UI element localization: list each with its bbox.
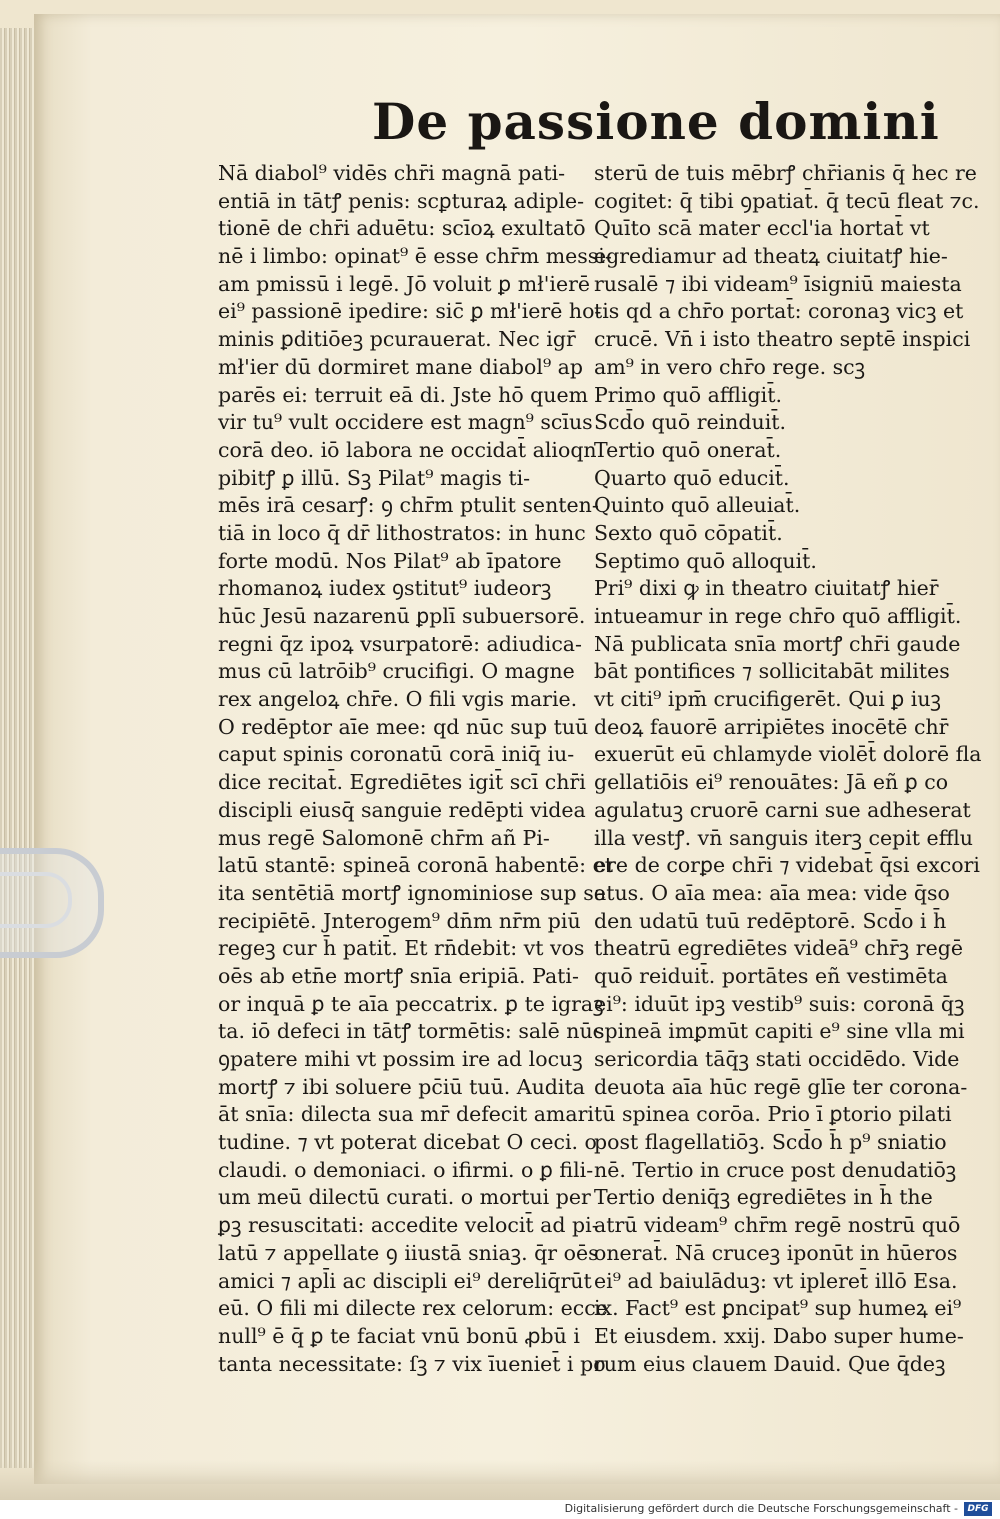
running-head: De passione domini (372, 92, 940, 151)
text-line: or inquā ꝑ te aīa peccatrix. ꝑ te igraꝫ (218, 991, 604, 1016)
text-line: deoꝝ fauorē arripiētes inocētē chr̄ (594, 714, 949, 739)
text-line: Nā diabol⁹ vidēs chr̄i magnā pati- (218, 161, 566, 185)
dfg-logo: DFG (964, 1502, 992, 1516)
text-line: vt citi⁹ ipm̄ crucifigerēt. Qui ꝑ iuꝫ (594, 687, 942, 712)
text-line: rum eius clauem Dauid. Que q̄deꝫ (594, 1351, 946, 1376)
text-line: nē i limbo: opinat⁹ ē esse chr̄m messi- (218, 244, 612, 269)
text-line: exuerūt eū chlamyde violēt̄ dolorē fla (594, 742, 982, 767)
text-line: gellatiōis ei⁹ renouātes: Jā eñ ꝑ co (594, 770, 949, 795)
text-line: tū spinea corōa. Prio ī ꝑtorio pilati (594, 1102, 952, 1127)
text-line: atrū videam⁹ chr̄m regē nostrū quō (594, 1213, 961, 1238)
text-line: ere de corꝑe chr̄i ⁊ videbat̄ q̄si excori (594, 853, 980, 878)
text-line: rusalē ⁊ ibi videam⁹ īsigniū maiesta (594, 271, 962, 296)
text-line: ꝯpatere mihi vt possim ire ad locuꝫ (218, 1047, 583, 1071)
text-line: den udatū tuū redēptorē. Scd̄o i h̄ (594, 908, 947, 933)
text-line: ꝑꝫ resuscitati: accedite velocit̄ ad pi- (218, 1213, 599, 1238)
text-line: Scd̄o quō reinduit̄. (594, 410, 787, 435)
text-line: tanta necessitate: ſꝫ ⁊ vix īueniet̄ i po (218, 1351, 606, 1376)
text-line: recipiētē. Jnterogem⁹ dn̄m nr̄m piū (218, 908, 581, 933)
text-line: cogitet: q̄ tibi ꝯpatiat̄. q̄ tecū fleat ⁊c. (594, 188, 980, 213)
text-line: ita sentētiā mortꝭ ignominiose sup se (218, 880, 606, 905)
text-line: Septimo quō alloquit̄. (594, 548, 817, 573)
text-line: tiā in loco q̄ dr̄ lithostratos: in hunc (218, 520, 586, 545)
digitization-footer (0, 1500, 1000, 1519)
text-line: ta. iō defeci in tātꝭ tormētis: salē nūc (218, 1019, 605, 1044)
text-line: mortꝭ ⁊ ibi soluere pc̄iū tuū. Audita (218, 1074, 585, 1099)
text-line: Sexto quō cōpatit̄. (594, 520, 783, 545)
text-line: crucē. Vn̄ i isto theatro septē inspici (594, 327, 971, 352)
text-line: am⁹ in vero chr̄o rege. scꝫ (594, 354, 866, 379)
text-line: mus regē Salomonē chr̄m añ Pi- (218, 825, 550, 850)
text-line: eū. O fili mi dilecte rex celorum: ecce (218, 1296, 608, 1321)
text-line: oēs ab etn̄e mortꝭ snīa eripiā. Pati- (218, 963, 579, 988)
text-line: forte modū. Nos Pilat⁹ ab īpatore (218, 548, 562, 573)
text-line: vir tu⁹ vult occidere est magn⁹ scīus (218, 410, 593, 435)
text-line: O redēptor aīe mee: qd nūc sup tuū (218, 714, 589, 739)
text-line: tionē de chr̄i aduētu: scīoꝝ exultatō (218, 216, 586, 241)
text-line: intueamur in rege chr̄o quō affligit̄. (594, 604, 962, 628)
text-line: ix. Fact⁹ est ꝑncipat⁹ sup humeꝝ ei⁹ (594, 1296, 962, 1321)
text-line: Quarto quō educit̄. (594, 465, 790, 490)
text-line: nē. Tertio in cruce post denudatiōꝫ (594, 1157, 957, 1182)
text-line: Pri⁹ dixi ꝙ in theatro ciuitatꝭ hier̄ (594, 576, 939, 601)
text-line: illa vestꝭ. vn̄ sanguis iterꝫ cepit efflu (594, 825, 974, 850)
text-line: atus. O aīa mea: aīa mea: vide q̄so (594, 880, 950, 905)
text-line: am pmissū i legē. Jō voluit ꝑ mł'ierē (218, 271, 591, 296)
text-line: āt snīa: dilecta sua mr̄ defecit amari (218, 1102, 594, 1127)
text-line: regeꝫ cur h̄ patit̄. Et rn̄debit: vt vos (218, 936, 585, 961)
text-line: Quīto scā mater eccl'ia hortat̄ vt (594, 216, 930, 241)
text-line: ei⁹: iduūt ipꝫ vestib⁹ suis: coronā q̄ꝫ (594, 991, 965, 1016)
page-clip (0, 848, 104, 958)
text-line: Nā publicata snīa mortꝭ chr̄i gaude (594, 631, 961, 656)
text-line: null⁹ ē q̄ ꝑ te faciat vnū bonū ꝓbū i (218, 1323, 580, 1348)
text-line: um meū dilectū curati. o mortui per (218, 1185, 591, 1210)
text-column-right (594, 160, 982, 1376)
text-line: mus cū latrōib⁹ crucifigi. O magne (218, 659, 575, 684)
text-line: tis qd a chr̄o portat̄: coronaꝫ vicꝫ et (594, 299, 964, 324)
text-line: discipli eiusq̄ sanguie redēpti videa (218, 797, 586, 822)
text-line: sterū de tuis mēbrꝭ chr̄ianis q̄ hec re (594, 161, 977, 185)
text-line: tudine. ⁊ vt poterat dicebat O ceci. o (218, 1130, 597, 1155)
text-line: Quinto quō alleuiat̄. (594, 493, 801, 518)
text-line: spineā imꝑmūt capiti e⁹ sine vlla mi (594, 1019, 965, 1044)
text-line: claudi. o demoniaci. o ifirmi. o ꝑ fili- (218, 1157, 594, 1182)
text-line: quō reiduit̄. portātes eñ vestimēta (594, 963, 948, 988)
text-line: hūc Jesū nazarenū ꝑplī subuersorē. (218, 604, 586, 628)
text-line: ei⁹ passionē ipedire: sic̄ ꝑ mł'ierē ho- (218, 299, 602, 324)
text-line: latū stantē: spineā coronā habentē: et (218, 853, 613, 878)
page-edge-stack (0, 28, 38, 1468)
text-line: Primo quō affligit̄. (594, 382, 782, 407)
text-line: parēs ei: terruit eā di. Jste hō quem (218, 382, 589, 407)
text-line: sericordia tāq̄ꝫ stati occidēdo. Vide (594, 1047, 960, 1071)
text-line: egrediamur ad theatꝝ ciuitatꝭ hie- (594, 244, 948, 269)
text-line: mēs irā cesarꝭ: ꝯ chr̄m ptulit senten- (218, 493, 599, 518)
text-line: Tertio quō onerat̄. (594, 437, 782, 462)
text-line: regni q̄z ipoꝝ vsurpatorē: adiudica- (218, 631, 582, 656)
text-line: post flagellatiōꝫ. Scd̄o h̄ p⁹ sniatio (594, 1130, 947, 1155)
text-line: mł'ier dū dormiret mane diabol⁹ ap (218, 354, 584, 379)
text-line: corā deo. iō labora ne occidat̄ alioqn (218, 437, 597, 462)
text-line: Tertio deniq̄ꝫ egrediētes in h̄ the (594, 1185, 933, 1210)
text-line: caput spinis coronatū corā iniq̄ iu- (218, 742, 575, 767)
text-line: onerat̄. Nā cruceꝫ iponūt in hūeros (594, 1240, 958, 1265)
page-bottom-shadow (0, 1460, 1000, 1500)
text-line: rex angeloꝝ chr̄e. O fili vgis marie. (218, 687, 578, 712)
text-line: pibitꝭ ꝑ illū. Sꝫ Pilat⁹ magis ti- (218, 465, 531, 490)
text-line: latū ⁊ appellate ꝯ iiustā sniaꝫ. q̄r oēs (218, 1240, 599, 1265)
text-line: bāt pontifices ⁊ sollicitabāt milites (594, 659, 950, 684)
text-line: Et eiusdem. xxij. Dabo super hume- (594, 1323, 964, 1348)
text-line: minis ꝑditiōeꝫ pcurauerat. Nec igr̄ (218, 327, 576, 352)
text-line: agulatuꝫ cruorē carni sue adheserat (594, 797, 971, 822)
text-line: rhomanoꝝ iudex ꝯstitut⁹ iudeorꝫ (218, 576, 552, 601)
text-line: dice recitat̄. Egrediētes igit̄ scī chr̄i (218, 770, 586, 795)
text-line: theatrū egrediētes videā⁹ chr̄ꝫ regē (594, 936, 963, 961)
text-line: entiā in tātꝭ penis: scꝑturaꝝ adiple- (218, 188, 585, 213)
text-line: amici ⁊ apl̄i ac discipli ei⁹ dereliq̄rūt (218, 1268, 592, 1293)
text-line: deuota aīa hūc regē glīe ter corona- (594, 1074, 968, 1099)
text-column-left (218, 160, 613, 1376)
funding-credit: Digitalisierung gefördert durch die Deutsche Forschungsgemeinschaft - (564, 1502, 958, 1515)
text-line: ei⁹ ad baiulāduꝫ: vt ipleret̄ illō Esa. (594, 1268, 958, 1293)
